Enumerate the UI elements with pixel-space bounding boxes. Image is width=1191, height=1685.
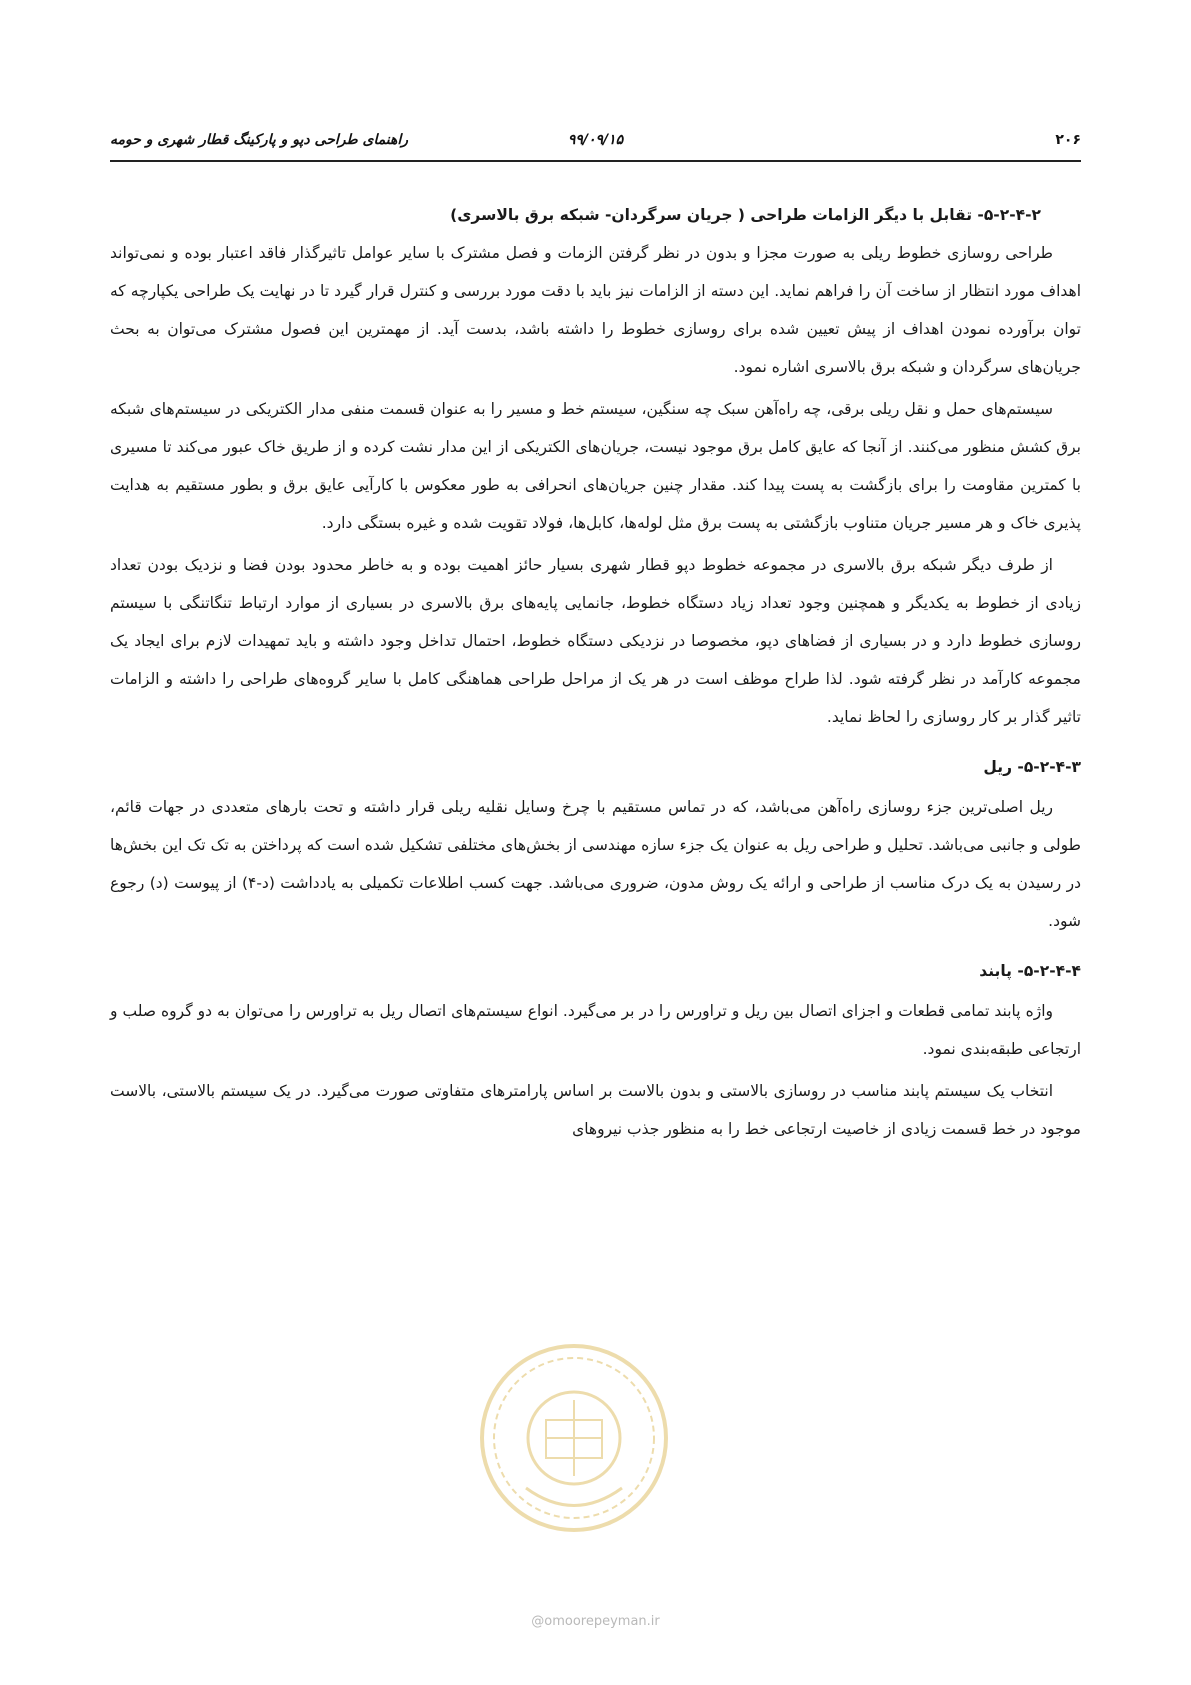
section-rail — [110, 748, 1081, 940]
section-fastening — [110, 952, 1081, 1148]
paragraph: واژه پابند تمامی قطعات و اجزای اتصال بین ریل و تراورس را در بر می‌گیرد. انواع سیستم‌های اتصال ریل به تراورس را می‌توان به دو گروه صلب و ارتجاعی طبقه‌بندی نمود. — [110, 1002, 1081, 1058]
header-date: ۹۹/۰۹/۱۵ — [567, 132, 624, 148]
page-number: ۲۰۶ — [1055, 132, 1081, 148]
page-content — [110, 196, 1081, 1152]
section-heading: ۵-۲-۴-۴- پابند — [979, 962, 1081, 980]
header-divider — [110, 160, 1081, 162]
section-heading: ۵-۲-۴-۳- ریل — [983, 758, 1081, 776]
header-title: راهنمای طراحی دپو و پارکینگ قطار شهری و حومه — [110, 132, 409, 148]
paragraph: انتخاب یک سیستم پابند مناسب در روسازی بالاستی و بدون بالاست بر اساس پارامترهای متفاوتی صورت می‌گیرد. در یک سیستم بالاستی، بالاست موجود در خط قسمت زیادی از خاصیت ارتجاعی خط را به منظور جذب نیروهای — [110, 1082, 1081, 1138]
paragraph: از طرف دیگر شبکه برق بالاسری در مجموعه خطوط دپو قطار شهری بسیار حائز اهمیت بوده و به خاطر محدود بودن فضا و نزدیک بودن تعداد زیادی از خطوط به یکدیگر و همچنین وجود تعداد زیاد دستگاه خطوط، جانمایی پایه‌های برق بالاسری در بسیاری از موارد ارتباط تنگاتنگی با سیستم روسازی خطوط دارد و در بسیاری از فضاهای دپو، مخصوصا در نزدیکی دستگاه خطوط، احتمال تداخل وجود داشته و باید تمهیدات لازم برای ایجاد یک مجموعه کارآمد در نظر گرفته شود. لذا طراح موظف است در هر یک از مراحل طراحی هماهنگی کامل با سایر گروه‌های طراحی را داشته و الزامات تاثیر گذار بر کار روسازی را لحاظ نماید. — [110, 556, 1081, 726]
page-header — [110, 128, 1081, 154]
paragraph: ریل اصلی‌ترین جزء روسازی راه‌آهن می‌باشد، که در تماس مستقیم با چرخ وسایل نقلیه ریلی قرار داشته و تحت بارهای متعددی در جهات قائم، طولی و جانبی می‌باشد. تحلیل و طراحی ریل به عنوان یک جزء سازه مهندسی از بخش‌های مختلفی تشکیل شده است که پرداختن به تک تک این بخش‌ها در رسیدن به یک درک مناسب از طراحی و ارائه یک روش مدون، ضروری می‌باشد. جهت کسب اطلاعات تکمیلی به یادداشت (د-۴) از پیوست (د) رجوع شود. — [110, 798, 1082, 930]
paragraph: طراحی روسازی خطوط ریلی به صورت مجزا و بدون در نظر گرفتن الزمات و فصل مشترک با سایر عوامل تاثیرگذار فاقد اعتبار بوده و نمی‌تواند اهداف مورد انتظار از ساخت آن را فراهم نماید. این دسته از الزامات نیز باید با دقت مورد بررسی و کنترل قرار گیرد تا در نهایت یک طراحی یکپارچه که توان برآورده نمودن اهداف از پیش تعیین شده برای روسازی خطوط را داشته باشد، بدست آید. از مهمترین این فصول مشترک می‌توان به بحث جریان‌های سرگردان و شبکه برق بالاسری اشاره نمود. — [110, 244, 1081, 376]
section-interaction-requirements — [110, 196, 1081, 736]
footer-watermark-text: @omoorepeyman.ir — [531, 1614, 660, 1629]
section-heading: ۵-۲-۴-۲- تقابل با دیگر الزامات طراحی ( جریان سرگردان- شبکه برق بالاسری) — [450, 206, 1041, 224]
watermark-seal-icon — [474, 1338, 674, 1538]
paragraph: سیستم‌های حمل و نقل ریلی برقی، چه راه‌آهن سبک چه سنگین، سیستم خط و مسیر را به عنوان قسمت منفی مدار الکتریکی در سیستم‌های شبکه برق کشش منظور می‌کنند. از آنجا که عایق کامل برق موجود نیست، جریان‌های الکتریکی از این مدار نشت کرده و از طریق خاک عبور می‌کند تا مسیری با کمترین مقاومت را برای بازگشت به پست پیدا کند. مقدار چنین جریان‌های انحرافی به طور معکوس با کارآیی عایق برق و بطور مستقیم به هدایت پذیری خاک و هر مسیر جریان متناوب بازگشتی به پست برق مثل لوله‌ها، کابل‌ها، فولاد تقویت شده و غیره بستگی دارد. — [110, 400, 1081, 532]
